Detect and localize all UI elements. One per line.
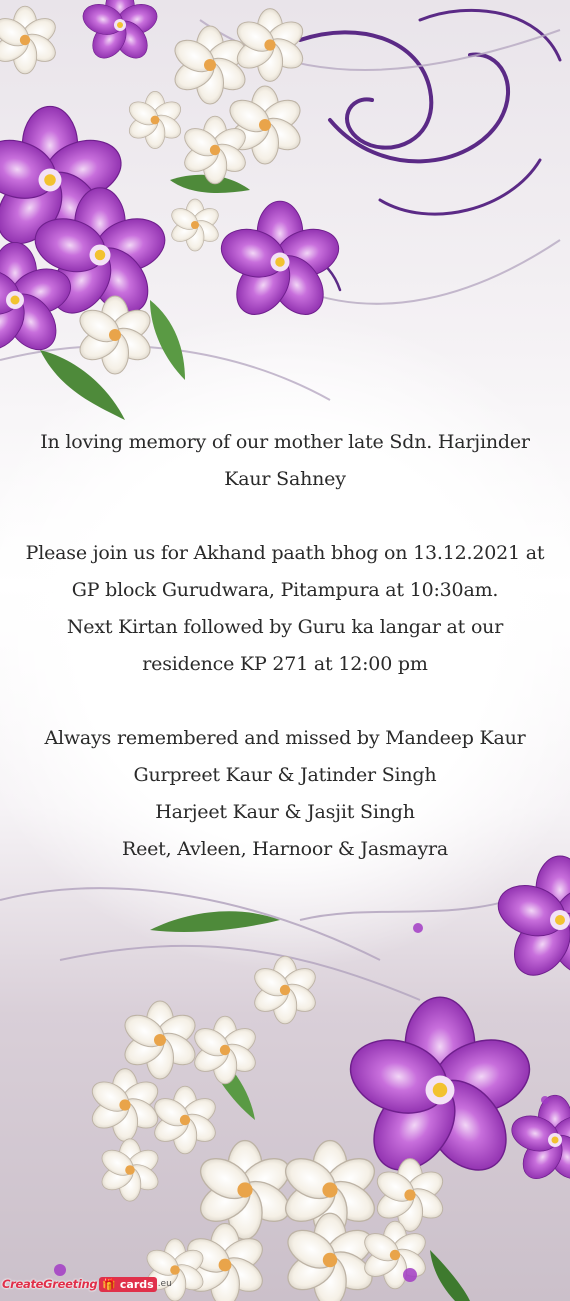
watermark-badge xyxy=(99,1277,156,1292)
family-line-3: Harjeet Kaur & Jasjit Singh xyxy=(155,801,415,823)
card-message xyxy=(10,424,560,868)
invite-line-3: Next Kirtan followed by Guru ka langar at our xyxy=(66,616,504,638)
purple-flower-icon xyxy=(341,856,570,1186)
site-watermark[interactable] xyxy=(2,1270,172,1298)
watermark-badge-text: cards xyxy=(119,1277,154,1291)
memory-line-2: Kaur Sahney xyxy=(224,468,346,490)
invite-line-4: residence KP 271 at 12:00 pm xyxy=(142,653,428,675)
watermark-text: CreateGreeting xyxy=(2,1277,98,1291)
spacer xyxy=(10,683,560,720)
invite-line-1: Please join us for Akhand paath bhog on 13.12.2021 at xyxy=(25,542,545,564)
spacer xyxy=(10,498,560,535)
memory-line-1: In loving memory of our mother late Sdn. Harjinder xyxy=(40,431,530,453)
watermark-tld: .eu xyxy=(157,1279,172,1289)
family-line-4: Reet, Avleen, Harnoor & Jasmayra xyxy=(121,838,449,860)
family-line-1: Always remembered and missed by Mandeep Kaur xyxy=(44,727,526,749)
invite-line-2: GP block Gurudwara, Pitampura at 10:30am. xyxy=(71,579,499,601)
family-line-2: Gurpreet Kaur & Jatinder Singh xyxy=(133,764,437,786)
gift-icon: 🎁 xyxy=(102,1277,117,1291)
